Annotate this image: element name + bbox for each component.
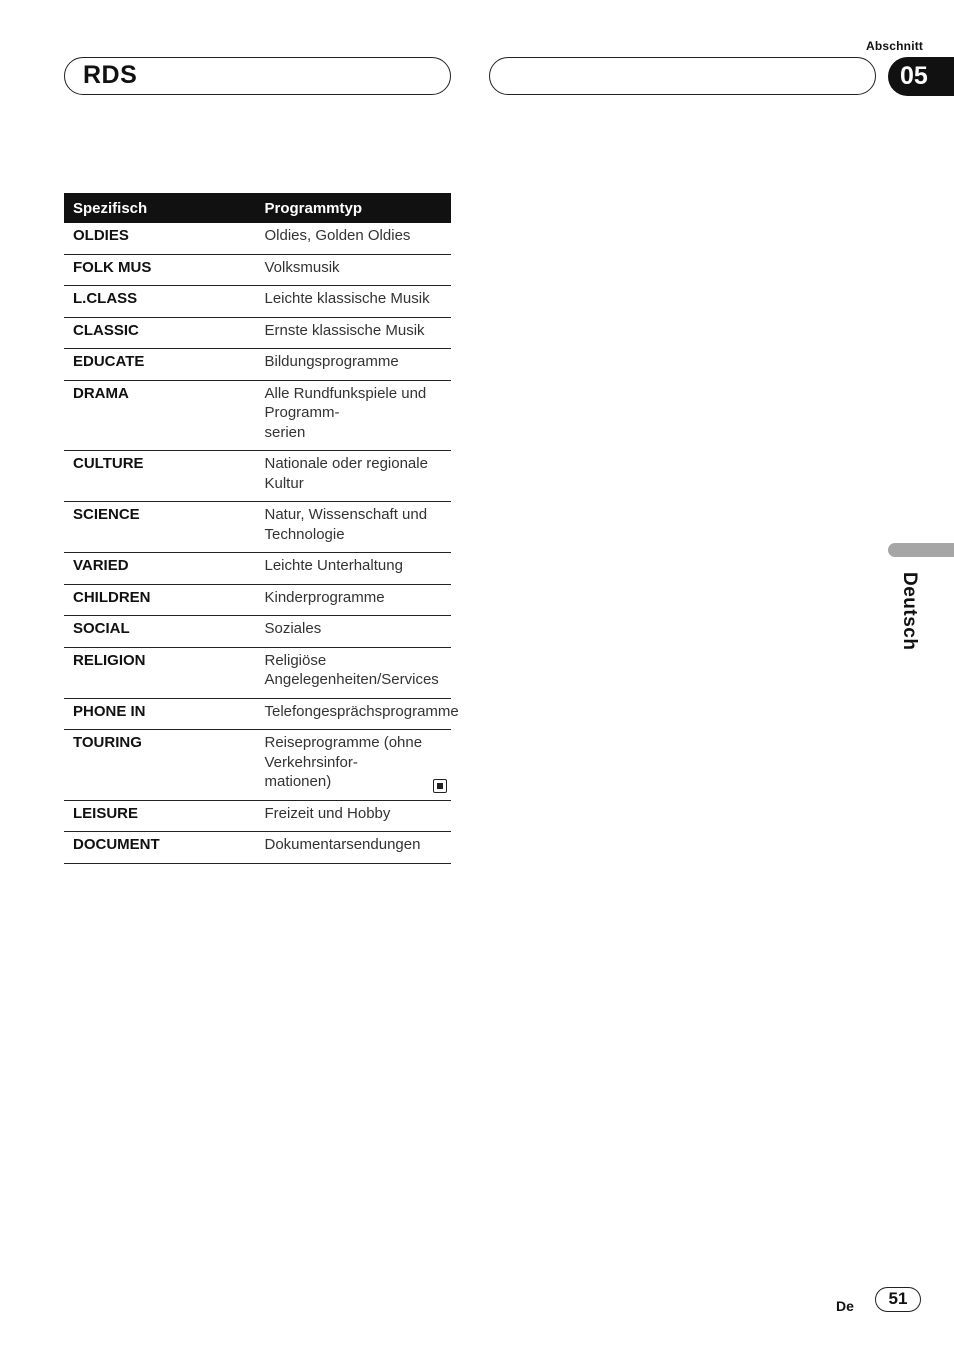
section-label: Abschnitt	[866, 39, 924, 53]
language-tab-marker	[888, 543, 954, 557]
table-header-row	[64, 193, 451, 223]
table-row	[64, 286, 451, 318]
page-number: 51	[875, 1287, 921, 1312]
program-code: RELIGION	[64, 647, 258, 698]
program-description: Soziales	[258, 616, 452, 648]
program-code: FOLK MUS	[64, 254, 258, 286]
program-description: Volksmusik	[258, 254, 452, 286]
table-row	[64, 832, 451, 864]
program-description: Kinderprogramme	[258, 584, 452, 616]
program-description: Religiöse Angelegenheiten/Services	[258, 647, 452, 698]
program-description: Leichte klassische Musik	[258, 286, 452, 318]
program-code: L.CLASS	[64, 286, 258, 318]
table-row	[64, 223, 451, 254]
program-description: Oldies, Golden Oldies	[258, 223, 452, 254]
program-code: CLASSIC	[64, 317, 258, 349]
table-row	[64, 553, 451, 585]
table-row	[64, 349, 451, 381]
program-description: Reiseprogramme (ohne Verkehrsinfor- mationen)	[258, 730, 452, 801]
program-code: DOCUMENT	[64, 832, 258, 864]
program-description: Ernste klassische Musik	[258, 317, 452, 349]
table-row	[64, 800, 451, 832]
table-row	[64, 584, 451, 616]
program-type-table	[64, 193, 459, 864]
program-code: VARIED	[64, 553, 258, 585]
table-row	[64, 254, 451, 286]
table-row	[64, 317, 451, 349]
program-description: Freizeit und Hobby	[258, 800, 452, 832]
program-code: EDUCATE	[64, 349, 258, 381]
program-code: TOURING	[64, 730, 258, 801]
table-row	[64, 647, 451, 698]
program-description: Nationale oder regionale Kultur	[258, 451, 452, 502]
table-row	[64, 730, 451, 801]
footer-language-code: De	[836, 1298, 854, 1314]
table-row	[64, 451, 451, 502]
program-code: DRAMA	[64, 380, 258, 451]
header-blank-box	[489, 57, 876, 95]
program-code: CULTURE	[64, 451, 258, 502]
program-code: LEISURE	[64, 800, 258, 832]
table-row	[64, 380, 451, 451]
program-description: Leichte Unterhaltung	[258, 553, 452, 585]
table-row	[64, 502, 451, 553]
program-code: SOCIAL	[64, 616, 258, 648]
language-label: Deutsch	[899, 572, 920, 651]
table-row	[64, 698, 451, 730]
program-code: PHONE IN	[64, 698, 258, 730]
header-title-box	[64, 57, 451, 95]
program-code: OLDIES	[64, 223, 258, 254]
end-of-section-icon	[433, 779, 447, 793]
section-number-badge: 05	[888, 57, 954, 96]
program-description: Dokumentarsendungen	[258, 832, 452, 864]
column-header-type: Programmtyp	[258, 193, 452, 223]
table-row	[64, 616, 451, 648]
page-title: RDS	[83, 61, 138, 89]
program-description: Telefongesprächsprogramme	[258, 698, 452, 730]
program-description: Bildungsprogramme	[258, 349, 452, 381]
column-header-code: Spezifisch	[64, 193, 258, 223]
program-description: Natur, Wissenschaft und Technologie	[258, 502, 452, 553]
program-code: CHILDREN	[64, 584, 258, 616]
program-description: Alle Rundfunkspiele und Programm- serien	[258, 380, 452, 451]
program-code: SCIENCE	[64, 502, 258, 553]
